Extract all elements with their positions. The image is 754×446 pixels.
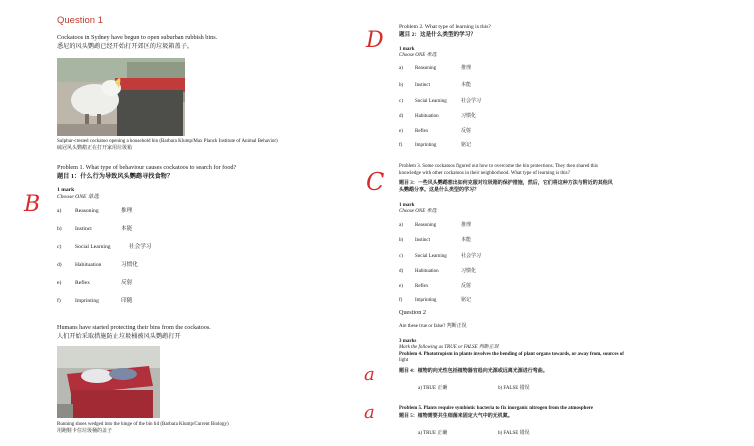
problem3-zh2: 头鹦鹉分享。这是什么类型的学习？ (399, 188, 480, 193)
problem1-mark: 1 mark (57, 187, 75, 193)
problem5-en: Problem 5. Plants require symbiotic bacteria to fix inorganic nitrogen from the atmosphere (399, 406, 594, 411)
problem2-choose: Choose ONE 单选 (399, 53, 437, 58)
p3-option-f[interactable]: f) Imprinting 铭记 (399, 298, 472, 303)
problem2-en: Problem 2. What type of learning is this? (399, 24, 491, 30)
problem1-en: Problem 1. What type of behaviour causes cockatoos to search for food? (57, 164, 237, 171)
photo2-caption-en: Running shoes wedged into the hinge of the bin lid (Barbara Klump/Current Biology) (57, 422, 229, 427)
p4-true-option[interactable]: a) TRUE 正确 (418, 386, 448, 391)
p1-option-a[interactable]: a) Reasoning 推理 (57, 208, 133, 214)
intro-zh: 悉尼的风头鹦鹉已经开始打开郊区的垃圾箱盖子。 (57, 43, 194, 50)
p3-option-c[interactable]: c) Social Learning 社会学习 (399, 254, 482, 259)
p1-option-e[interactable]: e) Reflex 反射 (57, 280, 133, 286)
problem2-zh: 题目 2：这是什么类型的学习？ (399, 32, 476, 38)
problem2-mark: 1 mark (399, 47, 415, 52)
p1-option-b[interactable]: b) Instinct 本能 (57, 226, 133, 232)
problem4-zh: 题目 4：植物的向光性包括植物器官趋向光源或远离光源进行弯曲。 (399, 369, 548, 374)
problem4-line2: light (399, 358, 409, 363)
p1-option-f[interactable]: f) Imprinting 印随 (57, 298, 133, 304)
problem3-line2: knowledge with other cockatoos in their neighborhood. What type of learning is this? (399, 171, 570, 176)
handwritten-answer-p1: B (24, 192, 41, 217)
intro-en: Cockatoos in Sydney have begun to open suburban rubbish bins. (57, 34, 218, 41)
p2-option-d[interactable]: d) Habituation 习惯化 (399, 114, 477, 119)
q2-marks: 3 marks (399, 339, 417, 344)
protect-zh: 人们开始采取措施防止垃圾桶被风头鹦鹉打开 (57, 333, 181, 340)
p4-false-option[interactable]: b) FALSE 错误 (498, 386, 530, 391)
p1-option-c[interactable]: c) Social Learning 社会学习 (57, 244, 152, 250)
question-2-title: Question 2 (399, 309, 426, 316)
problem3-line1: Problem 3. Some cockatoos figured out how to overcome the bin protections. They then shared this (399, 164, 598, 169)
photo1-caption-en: Sulphur-crested cockatoo opening a household bin (Barbara Klump/Max Planck Institute of Animal Behavior) (57, 139, 278, 144)
p5-true-option[interactable]: a) TRUE 正确 (418, 431, 448, 436)
tf-prompt: Are these true or false? 判断正误 (399, 324, 467, 329)
handwritten-answer-p4: a (364, 364, 375, 385)
p2-option-c[interactable]: c) Social Learning 社会学习 (399, 99, 482, 104)
problem5-zh: 题目 5：植物需要共生细菌来固定大气中的无机氮。 (399, 414, 513, 419)
problem1-choose: Choose ONE 单选 (57, 194, 99, 200)
handwritten-answer-p3: C (366, 168, 385, 196)
p1-option-d[interactable]: d) Habituation 习惯化 (57, 262, 138, 268)
problem3-choose: Choose ONE 单选 (399, 209, 437, 214)
p3-option-b[interactable]: b) Instinct 本能 (399, 238, 472, 243)
p2-option-a[interactable]: a) Reasoning 推理 (399, 66, 472, 71)
question-1-title: Question 1 (57, 15, 103, 26)
problem1-zh: 题目 1：什么行为导致风头鹦鹉寻找食物？ (57, 173, 174, 180)
problem3-mark: 1 mark (399, 203, 415, 208)
p3-option-a[interactable]: a) Reasoning 推理 (399, 223, 472, 228)
handwritten-answer-p2: D (366, 28, 384, 53)
cockatoo-bin-photo (57, 58, 185, 136)
problem4-line1: Problem 4. Phototropism in plants involves the bending of plant organs towards, or away from, sources of (399, 352, 624, 357)
bin-shoes-photo (57, 346, 160, 418)
p3-option-d[interactable]: d) Habituation 习惯化 (399, 269, 477, 274)
handwritten-answer-p5: a (364, 402, 375, 423)
photo2-caption-zh: 用跑鞋卡住垃圾桶的盖子 (57, 429, 113, 434)
p2-option-f[interactable]: f) Imprinting 铭记 (399, 143, 472, 148)
q2-mark-following: Mark the following as TRUE or FALSE 判断正误 (399, 345, 499, 350)
protect-en: Humans have started protecting their bins from the cockatoos. (57, 324, 211, 331)
problem3-zh1: 题目 3：一些风头鹦鹉想出如何克服对垃圾箱的保护措施，然后，它们将这种方法与附近的其他风 (399, 181, 613, 186)
p5-false-option[interactable]: b) FALSE 错误 (498, 431, 530, 436)
p2-option-b[interactable]: b) Instinct 本能 (399, 83, 472, 88)
photo1-caption-zh: 硫冠风头鹦鹉正在打开家用垃圾箱 (57, 146, 133, 151)
p2-option-e[interactable]: e) Reflex 反射 (399, 129, 472, 134)
p3-option-e[interactable]: e) Reflex 反射 (399, 284, 472, 289)
